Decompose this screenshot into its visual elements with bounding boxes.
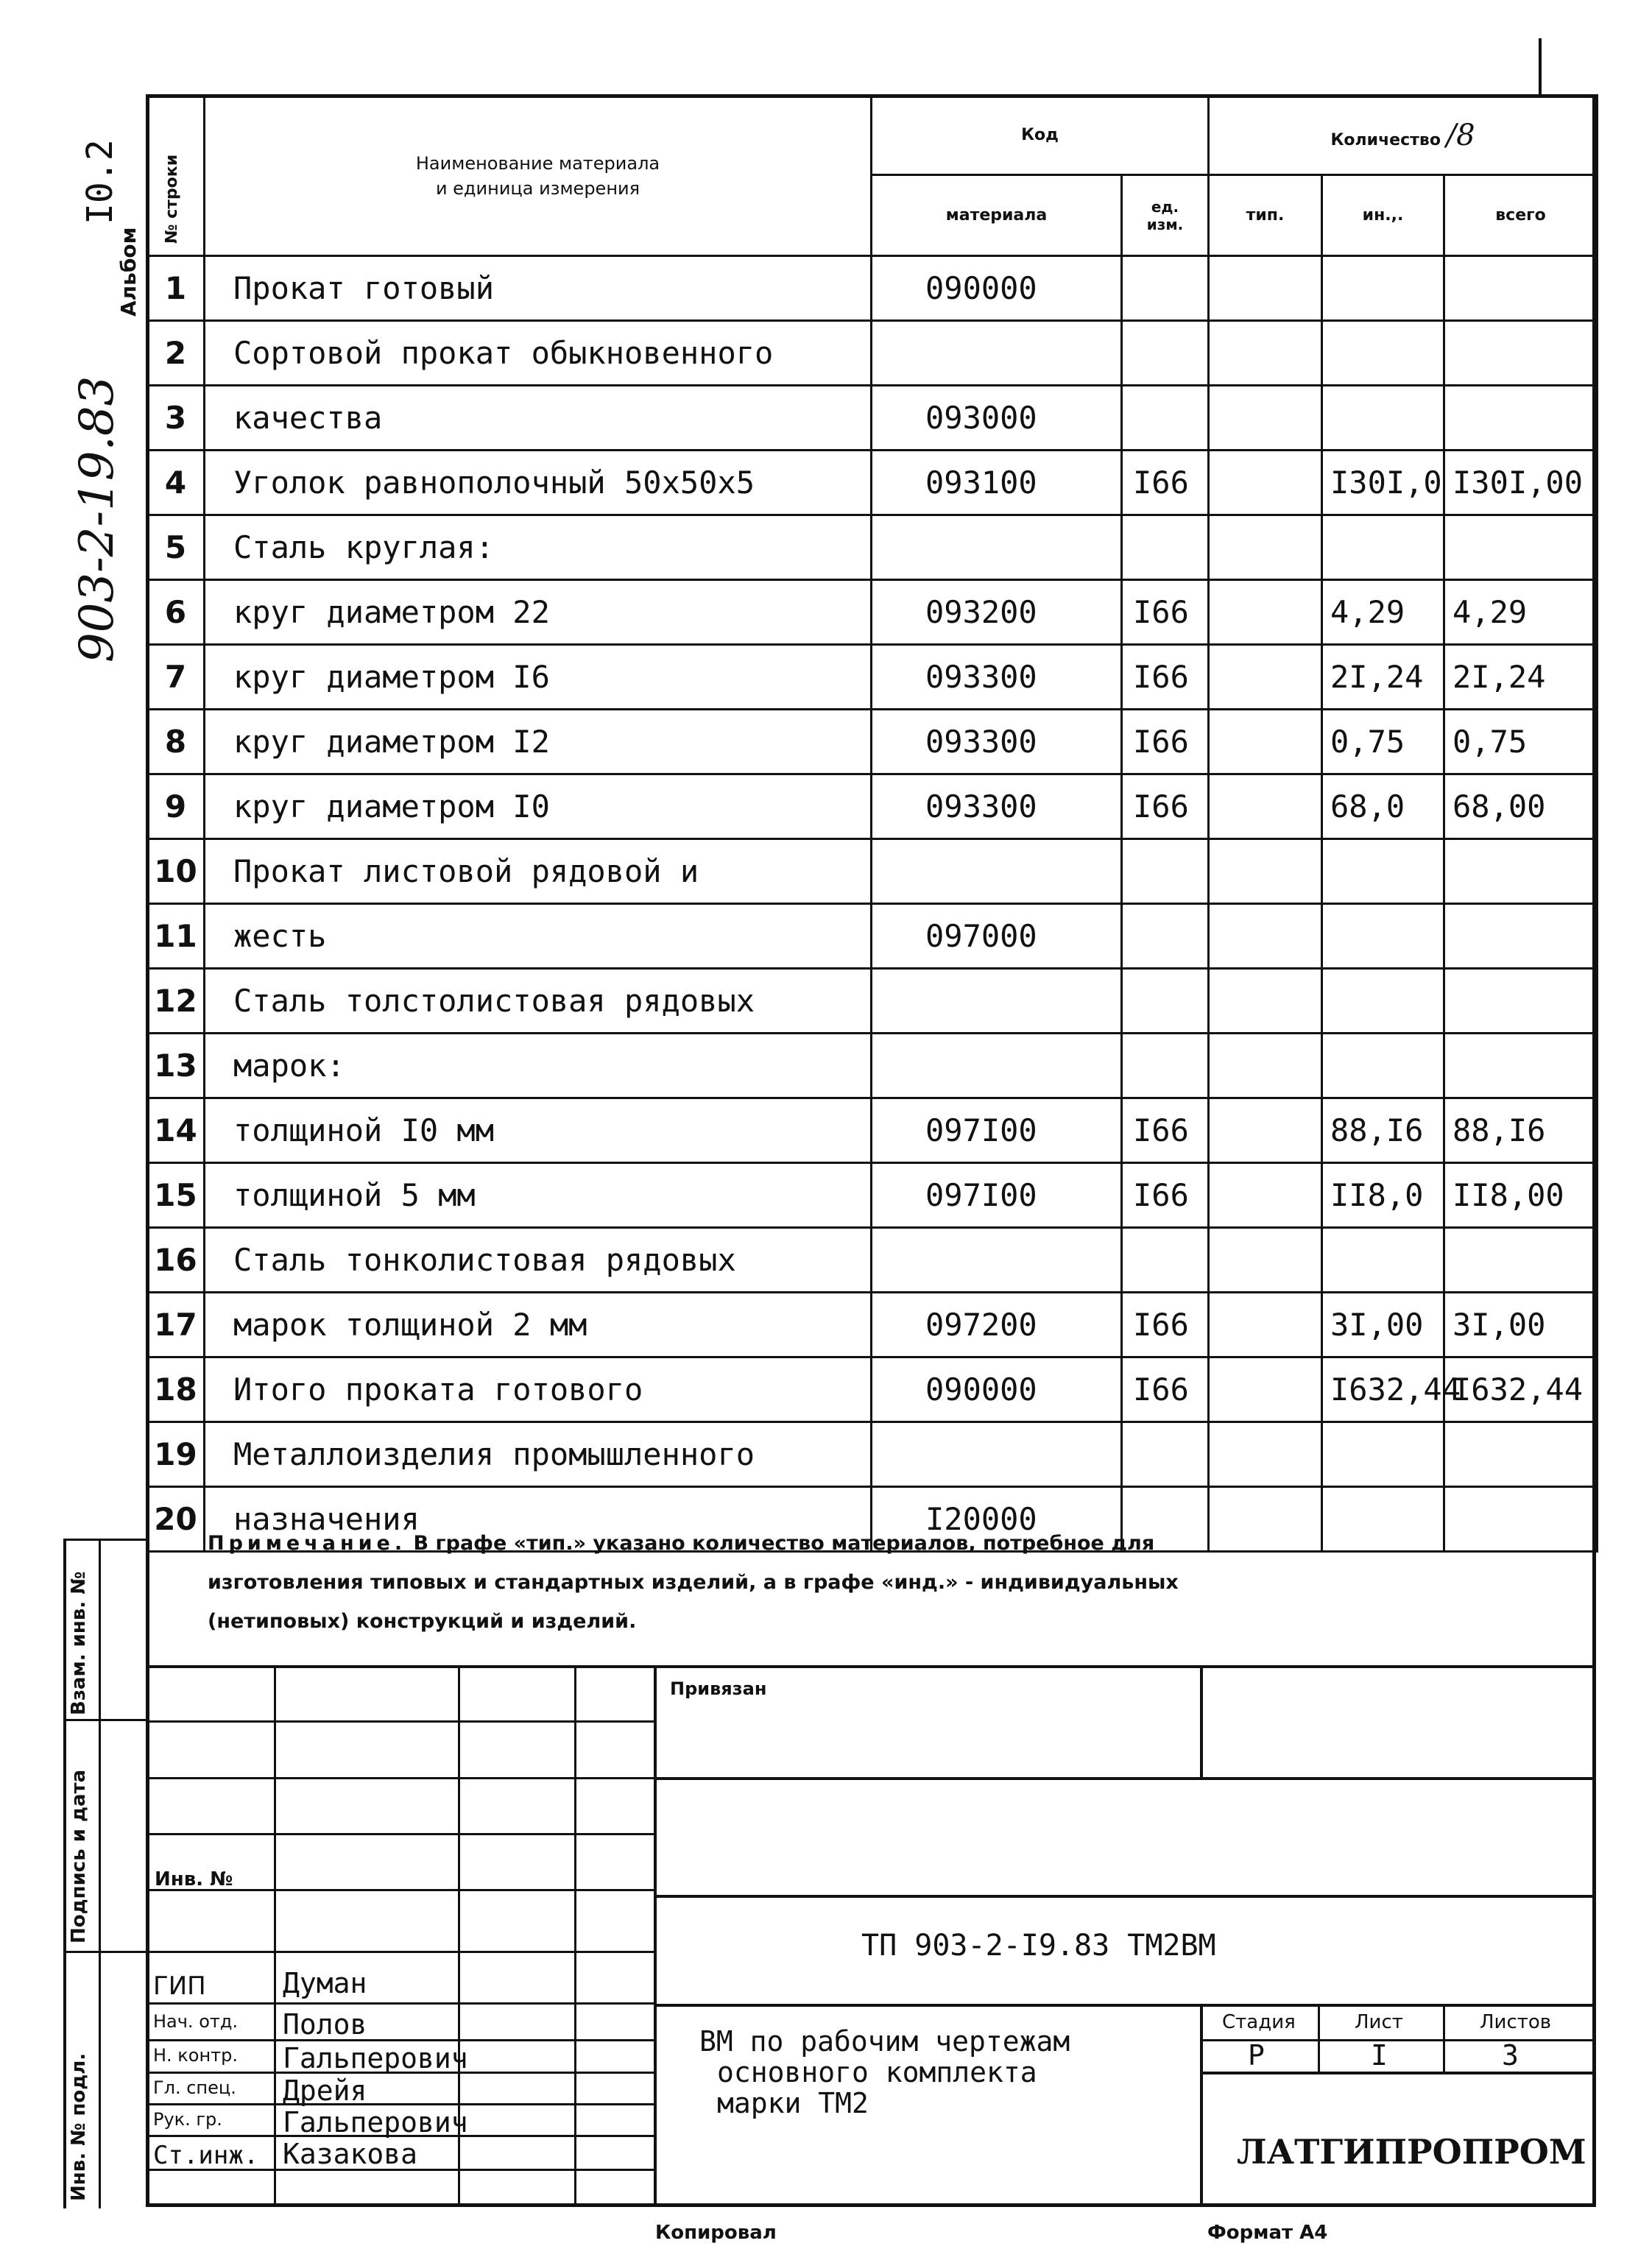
qty-ind: 68,0: [1322, 774, 1444, 839]
code-group-header: Код: [872, 96, 1209, 175]
material-code: [872, 1422, 1122, 1487]
material-name: Сортовой прокат обыкновенного: [205, 321, 872, 386]
material-name: качества: [205, 386, 872, 451]
sheet-label: Лист: [1355, 2011, 1403, 2033]
unit-code: I66: [1122, 774, 1209, 839]
album-label: Альбом: [116, 227, 141, 317]
signature-role: Гл. спец.: [153, 2077, 236, 2098]
unit-code: I66: [1122, 1293, 1209, 1357]
row-number: 3: [147, 386, 205, 451]
qty-ind: 88,I6: [1322, 1098, 1444, 1163]
unit-code: I66: [1122, 710, 1209, 774]
qty-total: 68,00: [1444, 774, 1598, 839]
row-number: 13: [147, 1034, 205, 1098]
material-code: 093300: [872, 710, 1122, 774]
qty-typ: [1209, 1422, 1322, 1487]
material-name: Итого проката готового: [205, 1357, 872, 1422]
qty-total: [1444, 1422, 1598, 1487]
qty-ind: II8,0: [1322, 1163, 1444, 1228]
unit-code: [1122, 1228, 1209, 1293]
table-row: [147, 1034, 1598, 1098]
unit-code: I66: [1122, 451, 1209, 515]
qty-typ: [1209, 321, 1322, 386]
qty-total: [1444, 1228, 1598, 1293]
table-row: [147, 645, 1598, 710]
side-label-inv-podl: Инв. № подл.: [68, 2052, 90, 2201]
unit-code: I66: [1122, 645, 1209, 710]
qty-ind: [1322, 839, 1444, 904]
table-row: [147, 451, 1598, 515]
material-name: Сталь толстолистовая рядовых: [205, 969, 872, 1034]
qty-total: [1444, 256, 1598, 321]
material-code: 097I00: [872, 1098, 1122, 1163]
signature-name: Казакова: [283, 2138, 418, 2170]
qty-ind: 2I,24: [1322, 645, 1444, 710]
row-number: 19: [147, 1422, 205, 1487]
qty-total: I30I,00: [1444, 451, 1598, 515]
qty-group-header: Количество /8: [1209, 96, 1598, 175]
qty-typ: [1209, 774, 1322, 839]
qty-total-header: всего: [1444, 175, 1598, 256]
qty-typ: [1209, 256, 1322, 321]
qty-ind: [1322, 386, 1444, 451]
signature-name: Полов: [283, 2008, 367, 2041]
unit-code: I66: [1122, 1163, 1209, 1228]
material-name: круг диаметром I2: [205, 710, 872, 774]
signature-role: Рук. гр.: [153, 2109, 222, 2130]
note: Примечание. В графе «тип.» указано количество материалов, потребное для изготовления типовых и стандартных изделий, а в графе «инд.» - индивидуальных (нетиповых) конструкций и изделий.: [208, 1532, 1179, 1633]
table-row: [147, 1228, 1598, 1293]
material-code: [872, 515, 1122, 580]
qty-total: II8,00: [1444, 1163, 1598, 1228]
row-number: 14: [147, 1098, 205, 1163]
copied-label: Копировал: [655, 2222, 777, 2244]
material-code: 093300: [872, 774, 1122, 839]
row-number: 6: [147, 580, 205, 645]
table-row: [147, 256, 1598, 321]
qty-ind: [1322, 1422, 1444, 1487]
material-code: 090000: [872, 1357, 1122, 1422]
qty-typ: [1209, 1098, 1322, 1163]
row-number: 4: [147, 451, 205, 515]
qty-ind: I30I,0: [1322, 451, 1444, 515]
material-code: 097200: [872, 1293, 1122, 1357]
qty-ind: [1322, 321, 1444, 386]
unit-code: [1122, 515, 1209, 580]
qty-ind: [1322, 1487, 1444, 1552]
qty-typ: [1209, 839, 1322, 904]
qty-typ: [1209, 451, 1322, 515]
organization-name: ЛАТГИПРОПРОМ: [1237, 2132, 1586, 2172]
table-row: [147, 1163, 1598, 1228]
inv-no-label: Инв. №: [155, 1868, 233, 1890]
unit-code: [1122, 1422, 1209, 1487]
material-code: 093100: [872, 451, 1122, 515]
material-code: 097000: [872, 904, 1122, 969]
qty-typ: [1209, 515, 1322, 580]
row-number: 5: [147, 515, 205, 580]
qty-typ: [1209, 904, 1322, 969]
qty-total: [1444, 904, 1598, 969]
material-code: [872, 1228, 1122, 1293]
qty-total: 2I,24: [1444, 645, 1598, 710]
format-label: Формат А4: [1207, 2222, 1328, 2244]
material-code: [872, 1034, 1122, 1098]
row-number: 16: [147, 1228, 205, 1293]
material-name: Металлоизделия промышленного: [205, 1422, 872, 1487]
material-code: [872, 321, 1122, 386]
stage-value: Р: [1248, 2039, 1265, 2072]
table-row: [147, 710, 1598, 774]
qty-typ: [1209, 969, 1322, 1034]
table-row: [147, 839, 1598, 904]
qty-ind: 0,75: [1322, 710, 1444, 774]
side-label-podpis: Подпись и дата: [68, 1769, 90, 1943]
sheets-label: Листов: [1480, 2011, 1552, 2033]
table-row: [147, 1293, 1598, 1357]
material-name: Сталь тонколистовая рядовых: [205, 1228, 872, 1293]
code-material-header: материала: [872, 175, 1122, 256]
table-row: [147, 515, 1598, 580]
qty-ind: [1322, 1034, 1444, 1098]
material-name: Уголок равнополочный 50х50х5: [205, 451, 872, 515]
qty-typ: [1209, 386, 1322, 451]
material-code: [872, 969, 1122, 1034]
qty-typ: [1209, 580, 1322, 645]
row-number: 7: [147, 645, 205, 710]
table-row: [147, 1422, 1598, 1487]
row-number: 17: [147, 1293, 205, 1357]
material-name: толщиной 5 мм: [205, 1163, 872, 1228]
table-row: [147, 386, 1598, 451]
unit-code: I66: [1122, 1098, 1209, 1163]
row-number: 2: [147, 321, 205, 386]
unit-code: I66: [1122, 580, 1209, 645]
row-number-header: № строки: [147, 96, 205, 256]
title-block-top: [146, 1665, 1596, 1668]
material-name: Прокат листовой рядовой и: [205, 839, 872, 904]
row-number: 20: [147, 1487, 205, 1552]
material-name: Сталь круглая:: [205, 515, 872, 580]
table-row: [147, 1098, 1598, 1163]
document-code: ТП 903-2-I9.83 ТМ2ВМ: [861, 1929, 1216, 1963]
material-name: марок:: [205, 1034, 872, 1098]
signature-role: ГИП: [153, 1971, 206, 2001]
material-name: марок толщиной 2 мм: [205, 1293, 872, 1357]
unit-code: [1122, 904, 1209, 969]
code-unit-header: ед. изм.: [1122, 175, 1209, 256]
unit-code: I66: [1122, 1357, 1209, 1422]
row-number: 18: [147, 1357, 205, 1422]
material-code: 093000: [872, 386, 1122, 451]
qty-typ: [1209, 1228, 1322, 1293]
unit-code: [1122, 1034, 1209, 1098]
qty-typ: [1209, 710, 1322, 774]
binding-mark: [1539, 38, 1542, 97]
note-title: Примечание.: [208, 1532, 407, 1555]
qty-total: [1444, 515, 1598, 580]
signature-name: Дрейя: [283, 2074, 367, 2107]
document-description: ВМ по рабочим чертежам основного комплекта марки ТМ2: [699, 2025, 1070, 2119]
sheet-value: I: [1371, 2039, 1388, 2072]
signature-role: Н. контр.: [153, 2045, 239, 2066]
privyazan-label: Привязан: [670, 1678, 767, 1699]
row-number: 9: [147, 774, 205, 839]
material-name: круг диаметром 22: [205, 580, 872, 645]
material-name: назначения: [205, 1487, 872, 1552]
qty-typ: [1209, 1034, 1322, 1098]
unit-code: [1122, 321, 1209, 386]
signature-role: Ст.инж.: [153, 2141, 259, 2170]
row-number: 11: [147, 904, 205, 969]
material-name: толщиной I0 мм: [205, 1098, 872, 1163]
qty-ind: 3I,00: [1322, 1293, 1444, 1357]
material-code: I20000: [872, 1487, 1122, 1552]
unit-code: [1122, 386, 1209, 451]
table-row: [147, 1357, 1598, 1422]
qty-total: I632,44: [1444, 1357, 1598, 1422]
album-code-number: 903-2-19.83: [70, 375, 124, 663]
qty-total: [1444, 969, 1598, 1034]
qty-total: [1444, 839, 1598, 904]
material-code: 093200: [872, 580, 1122, 645]
qty-total: 4,29: [1444, 580, 1598, 645]
name-header: Наименование материала и единица измерения: [205, 96, 872, 256]
table-row: [147, 580, 1598, 645]
row-number: 10: [147, 839, 205, 904]
materials-table: [146, 94, 1598, 1553]
qty-ind-header: ин.,.: [1322, 175, 1444, 256]
row-number: 12: [147, 969, 205, 1034]
table-row: [147, 321, 1598, 386]
qty-total: [1444, 1034, 1598, 1098]
material-name: Прокат готовый: [205, 256, 872, 321]
qty-total: 0,75: [1444, 710, 1598, 774]
qty-ind: [1322, 904, 1444, 969]
qty-ind: [1322, 1228, 1444, 1293]
qty-typ: [1209, 1487, 1322, 1552]
unit-code: [1122, 839, 1209, 904]
row-number: 1: [147, 256, 205, 321]
row-number: 15: [147, 1163, 205, 1228]
qty-total: 3I,00: [1444, 1293, 1598, 1357]
table-row: [147, 969, 1598, 1034]
album-code: [70, 376, 124, 663]
material-name: круг диаметром I0: [205, 774, 872, 839]
signature-name: Думан: [283, 1967, 367, 1999]
signature-role: Нач. отд.: [153, 2011, 239, 2032]
qty-typ-header: тип.: [1209, 175, 1322, 256]
row-number: 8: [147, 710, 205, 774]
qty-total: [1444, 1487, 1598, 1552]
sheets-value: 3: [1502, 2039, 1519, 2072]
table-row: [147, 904, 1598, 969]
signature-name: Гальперович: [283, 2106, 468, 2139]
qty-ind: 4,29: [1322, 580, 1444, 645]
stage-label: Стадия: [1222, 2011, 1296, 2033]
qty-typ: [1209, 1163, 1322, 1228]
material-code: 093300: [872, 645, 1122, 710]
unit-code: [1122, 256, 1209, 321]
qty-ind: [1322, 515, 1444, 580]
qty-typ: [1209, 1357, 1322, 1422]
qty-total: [1444, 321, 1598, 386]
material-code: [872, 839, 1122, 904]
material-name: жесть: [205, 904, 872, 969]
qty-ind: [1322, 256, 1444, 321]
qty-total: [1444, 386, 1598, 451]
album-number: I0.2: [80, 139, 121, 225]
side-label-vzam: Взам. инв. №: [68, 1571, 90, 1715]
qty-typ: [1209, 645, 1322, 710]
qty-total: 88,I6: [1444, 1098, 1598, 1163]
signature-name: Гальперович: [283, 2042, 468, 2074]
qty-typ: [1209, 1293, 1322, 1357]
material-code: 097I00: [872, 1163, 1122, 1228]
unit-code: [1122, 969, 1209, 1034]
qty-ind: [1322, 969, 1444, 1034]
qty-ind: I632,44: [1322, 1357, 1444, 1422]
material-name: круг диаметром I6: [205, 645, 872, 710]
material-code: 090000: [872, 256, 1122, 321]
table-row: [147, 774, 1598, 839]
